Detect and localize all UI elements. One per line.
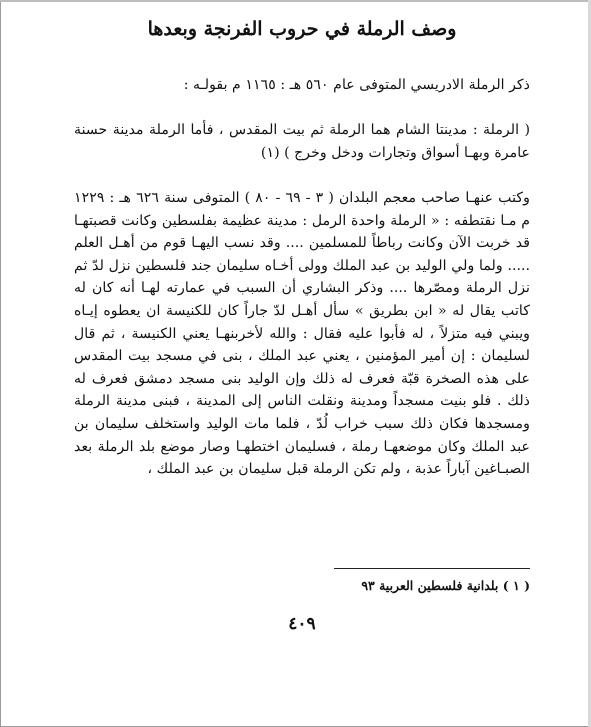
footnote-divider [334, 568, 530, 569]
book-page [74, 12, 530, 702]
paragraph-idrisi-intro: ذكر الرملة الادريسي المتوفى عام ٥٦٠ هـ : ١١٦٥ م بقولـه : [183, 77, 530, 93]
paragraph-idrisi-quote: ( الرملة : مدينتا الشام هما الرملة ثم بيت المقدس ، فأما الرملة مدينة حسنة عامرة وبهـا أسواق وتجارات ودخل وخرج ) (١) [74, 122, 530, 161]
page-title: وصف الرملة في حروب الفرنجة وبعدها [147, 18, 457, 40]
paragraph-muajam-albuldan: وكتب عنهـا صاحب معجم البلدان ( ٣ - ٦٩ - ٨٠ ) المتوفى سنة ٦٢٦ هـ : ١٢٢٩ م مـا نقتطفه : « الرملة واحدة الرمل : مدينة عظيمة بفلسطين وكانت قصبتهـا قد خربت الآن وكانت رباطاً للمسلمين .... وقد نسب اليهـا قوم من أهـل العلم ..... ولما ولي الوليد بن عبد الملك وولى أخـاه سليمان جند فلسطين نزل لدّ ثم نزل الرملة ومصّرها .... وذكر البشاري أن السبب في عمارته لهـا أنه كان له كاتب يقال له « ابن بطريق » سأل أهـل لدّ جاراً كان للكنيسة ان يعطوه إيـاه ويبني فيه متزلاً ، له فأبوا عليه فقال : والله لأخربنهـا يعني الكنيسة ، ثم قال لسليمان : إن أمير المؤمنين ، يعني عبد الملك ، بنى في مسجد بيت المقدس على هذه الصخرة قبّة فعرف له ذلك وإن الوليد بنى مسجد دمشق فعرف له ذلك . فلو بنيت مسجداً ومدينة ونقلت الناس إلى المدينة ، فبنى مدينة الرملة ومسجدها فكان ذلك سبب خراب لُدّ ، فلما مات الوليد واستخلف سليمان بن عبد الملك وكان موضعهـا رملة ، فسليمان اختطهـا وصار موضع بلد الرملة بعد الصبـاغين آباراً عذبة ، ولم تكن الرملة قبل سليمان بن عبد الملك ، [74, 190, 530, 478]
top-border [0, 0, 591, 2]
footnote: ( ١ ) بلدانية فلسطين العربية ٩٣ [361, 578, 530, 593]
page-number: ٤٠٩ [288, 614, 316, 634]
